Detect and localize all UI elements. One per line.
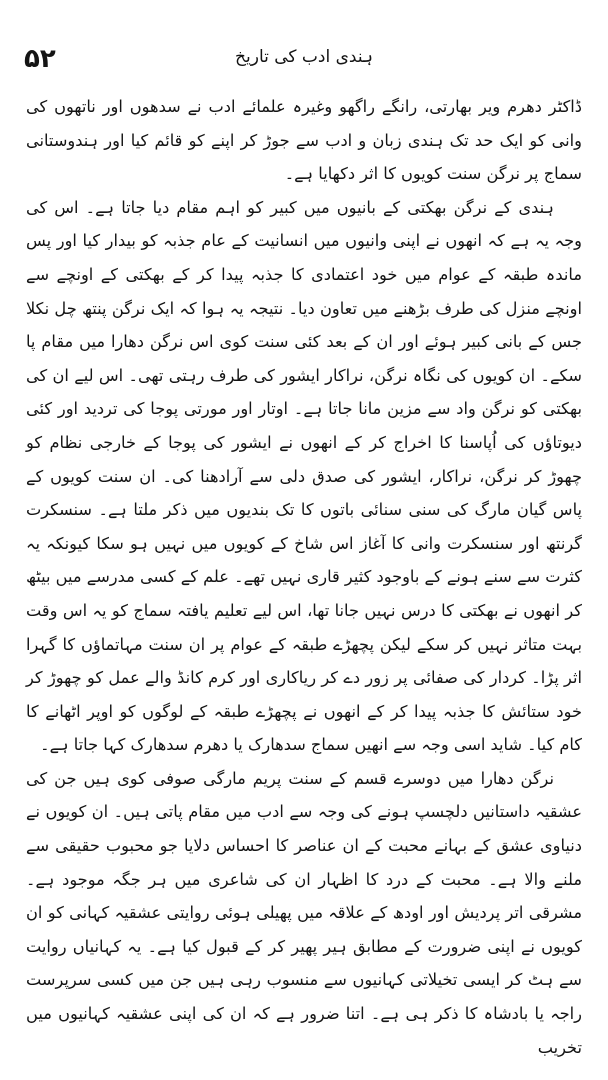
paragraph: ڈاکٹر دھرم ویر بھارتی، رانگے راگھو وغیرہ علمائے ادب نے سدھوں اور ناتھوں کی وانی کو ایک حد تک ہندی زبان و ادب سے جوڑ کر اپنے کو قائم کیا اور ہندوستانی سماج پر نرگن سنت کویوں کا اثر دکھایا ہے۔	[26, 97, 582, 184]
body-text	[26, 90, 582, 1064]
running-title: ہندی ادب کی تاریخ	[235, 47, 373, 67]
paragraph: نرگن دھارا میں دوسرے قسم کے سنت پریم مارگی صوفی کوی ہیں جن کی عشقیہ داستانیں دلچسپ ہونے کی وجہ سے ادب میں مقام پاتی ہیں۔ ان کویوں نے دنیاوی عشق کے بہانے محبت کے ان عناصر کا احساس دلایا جو محبوب حقیقی سے ملنے والا ہے۔ محبت کے درد کا اظہار ان کی شاعری میں ہر جگہ موجود ہے۔ مشرقی اتر پردیش اور اودھ کے علاقہ میں پھیلی ہوئی روایتی عشقیہ کہانی کو ان کویوں نے اپنی ضرورت کے مطابق ہیر پھیر کر کے قبول کیا ہے۔ یہ کہانیاں روایت سے ہٹ کر ایسی تخیلاتی کہانیوں سے منسوب رہی ہیں جن میں کسی سرپرست راجہ یا بادشاہ کا ذکر ہی ہے۔ اتنا ضرور ہے کہ ان کی اپنی عشقیہ کہانیوں میں تخریب	[26, 768, 582, 1057]
paragraph: ہندی کے نرگن بھکتی کے بانیوں میں کبیر کو اہم مقام دیا جاتا ہے۔ اس کی وجہ یہ ہے کہ انھوں نے اپنی وانیوں میں انسانیت کے عام جذبہ کو بیدار کیا اور پس ماندہ طبقہ کے عوام میں خود اعتمادی کا جذبہ پیدا کر کے بھکتی کے اونچے سے اونچے منزل کی طرف بڑھنے میں تعاون دیا۔ نتیجہ یہ ہوا کہ ایک نرگن پنتھ چل نکلا جس کے بانی کبیر ہوئے اور ان کے بعد کئی سنت کوی اس نرگن دھارا میں مقام پا سکے۔ ان کویوں کی نگاہ نرگن، نراکار ایشور کی طرف رہتی تھی۔ اس لیے ان کی بھکتی کو نرگن واد سے مزین مانا جاتا ہے۔ اوتار اور مورتی پوجا کی تردید اور کئی دیوتاؤں کی اُپاسنا کا اخراج کر کے انھوں نے ایشور کی پوجا کے خارجی نظام کو چھوڑ کر نرگن، نراکار، ایشور کی صدق دلی سے آرادھنا کی۔ ان سنت کویوں کے پاس گیان مارگ کی سنی سنائی باتوں کا تک بندیوں میں ذکر ملتا ہے۔ سنسکرت گرنتھ اور سنسکرت وانی کا آغاز اس شاخ کے کویوں میں نہیں ہو سکا کیونکہ یہ کثرت سے سنے ہونے کے باوجود کثیر قاری نہیں تھے۔ علم کے کسی مدرسے میں بیٹھ کر انھوں نے بھکتی کا درس نہیں جانا تھا، اس لیے تعلیم یافتہ سماج کو یہ اس وقت بہت متاثر نہیں کر سکے لیکن پچھڑے طبقہ کے عوام پر ان سنت مہاتماؤں کا گہرا اثر پڑا۔ کردار کی صفائی پر زور دے کر ریاکاری اور کرم کانڈ والے عمل کو چھوڑ کر خود ستائش کا جذبہ پیدا کر کے انھوں نے پچھڑے طبقہ کے لوگوں کو اوپر اٹھانے کا کام کیا۔ شاید اسی وجہ سے انھیں سماج سدھارک یا دھرم سدھارک کہا جاتا ہے۔	[26, 197, 582, 755]
page-number: ۵۲	[24, 44, 56, 74]
